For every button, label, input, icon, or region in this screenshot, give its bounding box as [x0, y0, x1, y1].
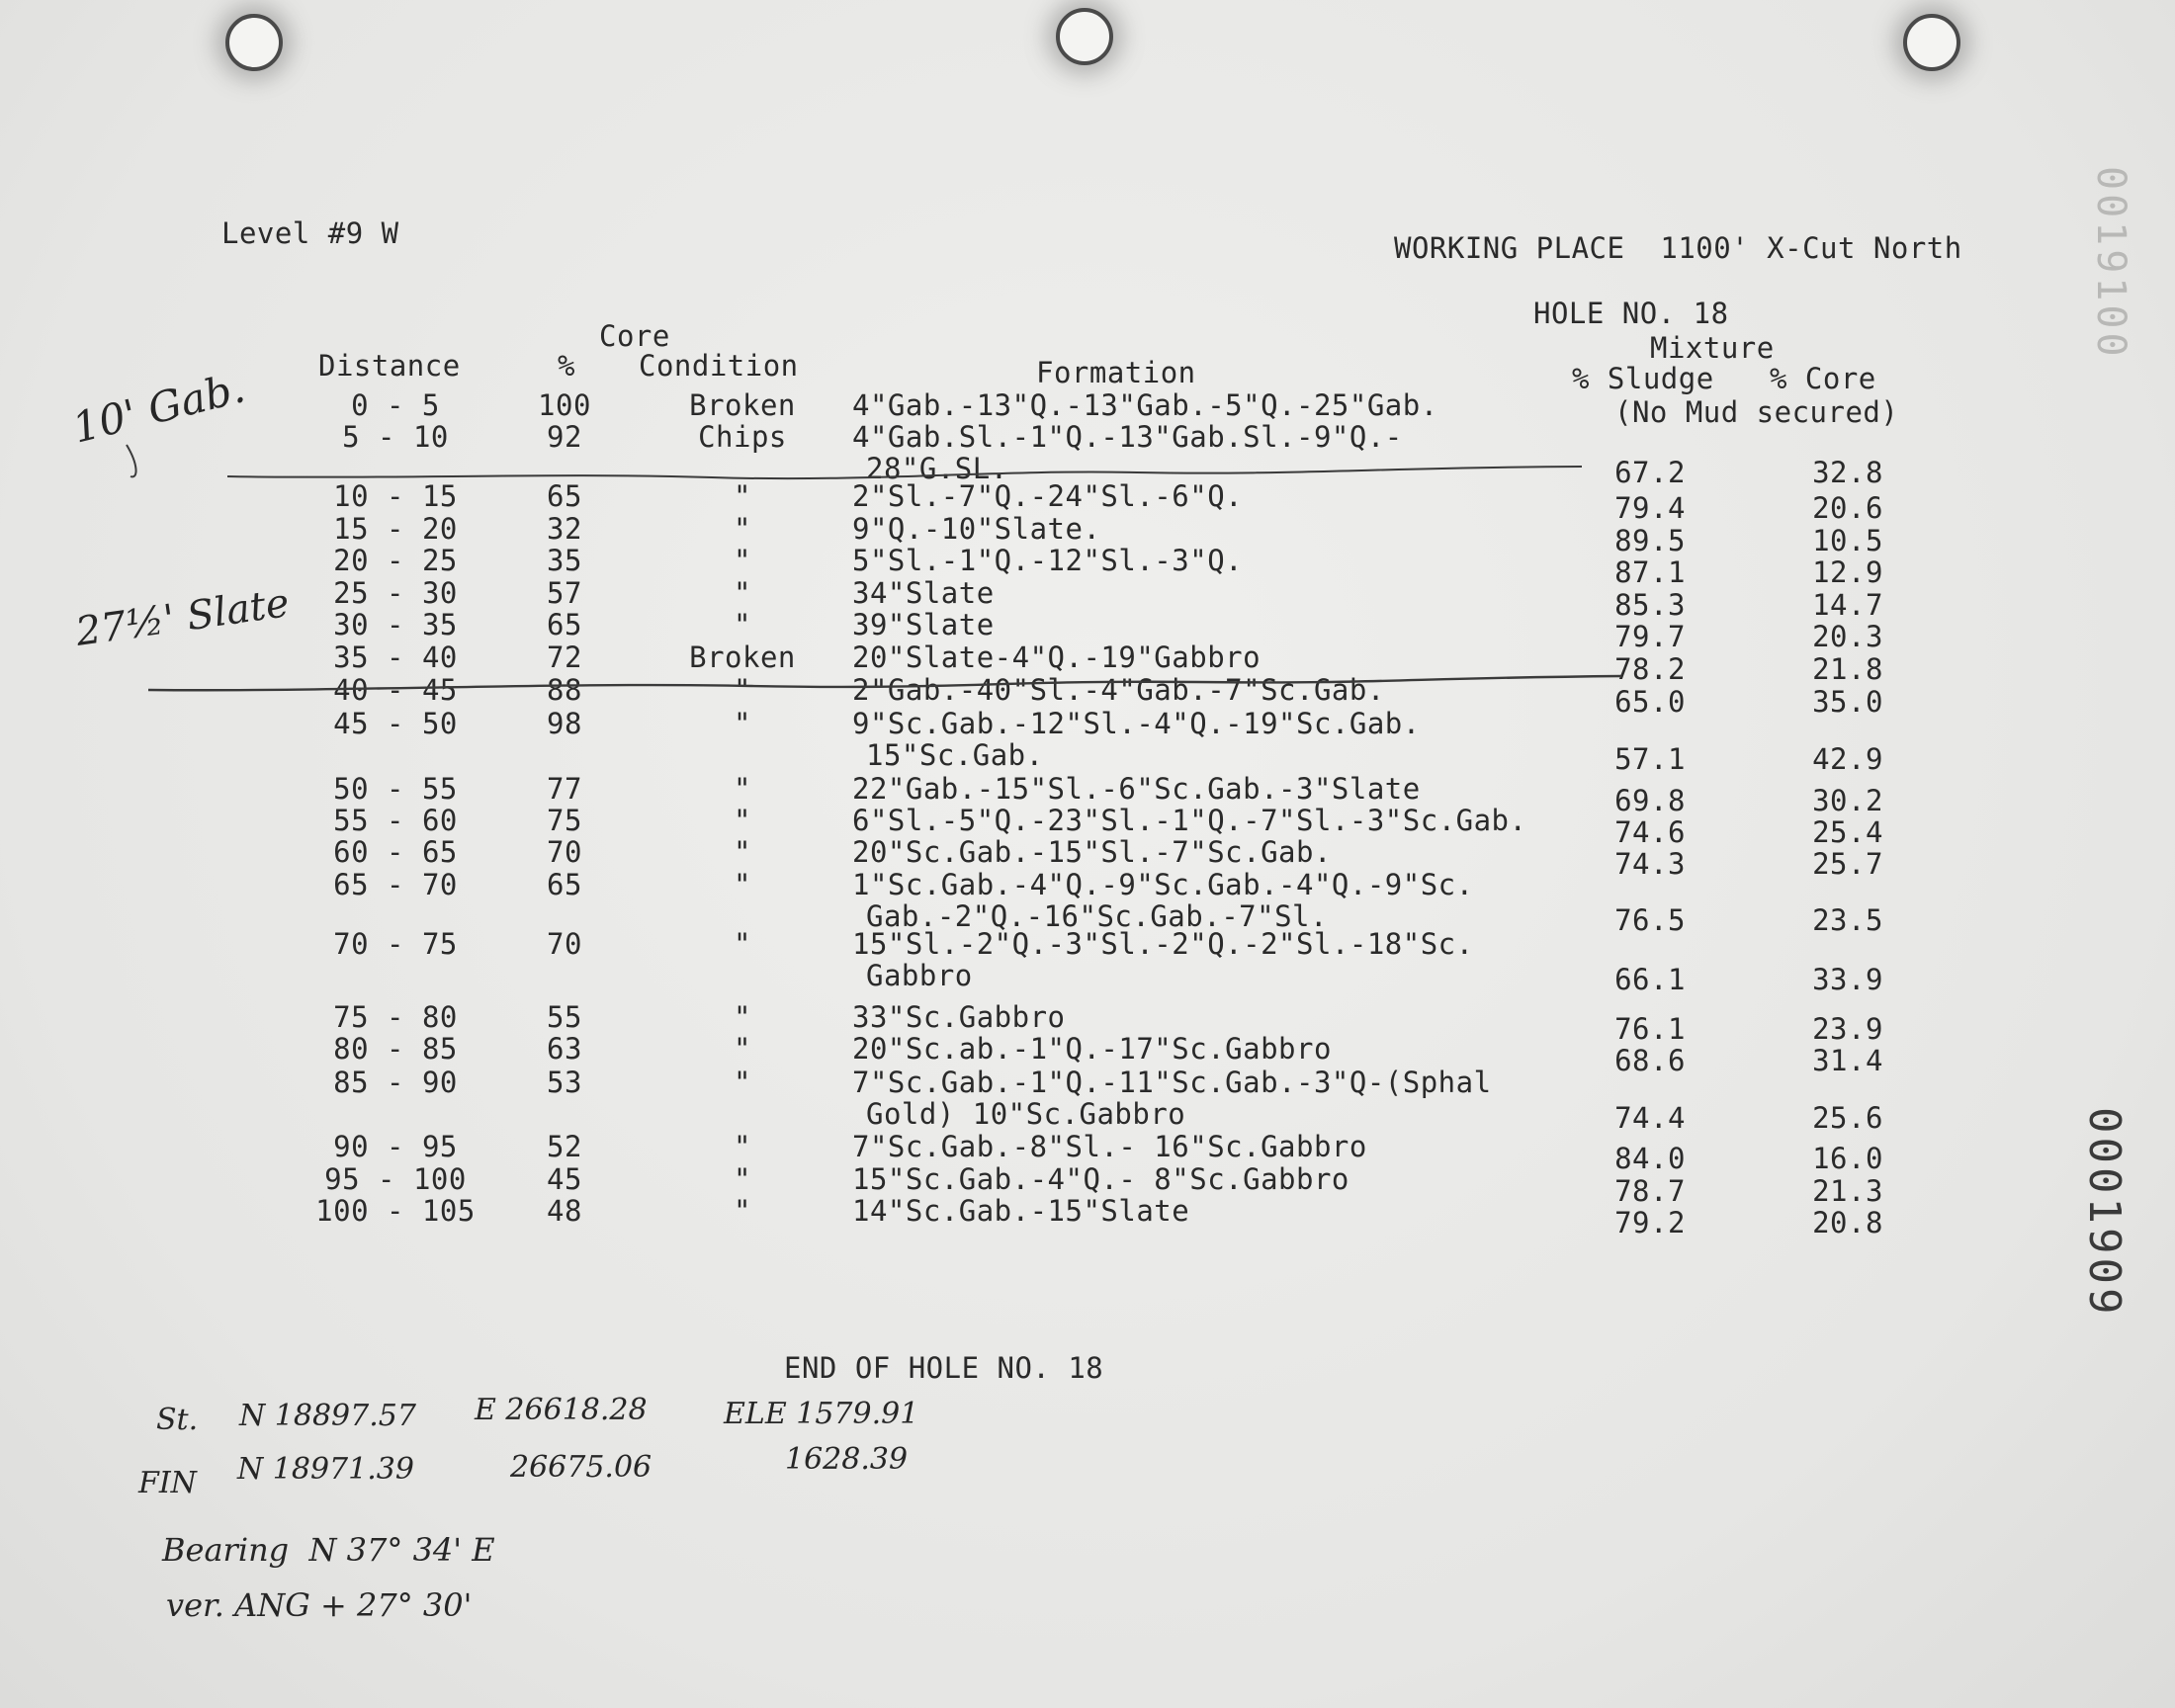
formation-header: Formation [1036, 356, 1196, 389]
core-mix-cell: 12.9 [1812, 555, 1883, 589]
finish-label: FIN [138, 1466, 197, 1500]
core-mix-cell: 10.5 [1812, 524, 1883, 557]
finish-northing: N 18971.39 [237, 1452, 414, 1487]
core-percent-cell: 53 [547, 1066, 582, 1099]
core-mix-cell: 25.6 [1812, 1101, 1883, 1135]
core-percent-cell: 100 [538, 388, 591, 422]
level-label: Level #9 W [221, 216, 399, 250]
core-mix-cell: 20.8 [1812, 1206, 1883, 1239]
core-mix-cell: 25.7 [1812, 847, 1883, 881]
no-mud-note: (No Mud secured) [1614, 395, 1899, 429]
condition-cell: " [734, 576, 751, 610]
core-mix-cell: 23.9 [1812, 1012, 1883, 1046]
distance-cell: 100 - 105 [315, 1194, 476, 1228]
core-percent-cell: 48 [547, 1194, 582, 1228]
core-percent-cell: 72 [547, 640, 582, 674]
formation-cell: 4"Gab.-13"Q.-13"Gab.-5"Q.-25"Gab. [852, 388, 1438, 422]
start-easting: E 26618.28 [475, 1393, 648, 1427]
sludge-cell: 67.2 [1614, 456, 1686, 489]
sludge-cell: 69.8 [1614, 784, 1686, 817]
condition-cell: " [734, 707, 751, 740]
sludge-cell: 84.0 [1614, 1142, 1686, 1175]
condition-cell: " [734, 927, 751, 961]
distance-cell: 85 - 90 [333, 1066, 458, 1099]
sludge-cell: 76.1 [1614, 1012, 1686, 1046]
formation-cell: 14"Sc.Gab.-15"Slate [852, 1194, 1190, 1228]
stamp-number-top: 0019100 [2088, 166, 2133, 361]
sludge-cell: 79.2 [1614, 1206, 1686, 1239]
core-mix-cell: 25.4 [1812, 815, 1883, 849]
condition-cell: " [734, 1194, 751, 1228]
distance-cell: 35 - 40 [333, 640, 458, 674]
core-mix-cell: 33.9 [1812, 963, 1883, 996]
sludge-cell: 89.5 [1614, 524, 1686, 557]
sludge-cell: 79.7 [1614, 620, 1686, 653]
margin-note-gab: 10' Gab. [67, 363, 250, 453]
distance-cell: 75 - 80 [333, 1000, 458, 1034]
formation-cell: 20"Sc.ab.-1"Q.-17"Sc.Gabbro [852, 1032, 1332, 1066]
start-elevation: ELE 1579.91 [724, 1397, 919, 1431]
core-percent-cell: 75 [547, 804, 582, 837]
condition-cell: Broken [689, 388, 796, 422]
core-mix-cell: 16.0 [1812, 1142, 1883, 1175]
start-northing: N 18897.57 [239, 1399, 416, 1433]
sludge-cell: 74.3 [1614, 847, 1686, 881]
core-percent-cell: 77 [547, 772, 582, 806]
distance-cell: 15 - 20 [333, 512, 458, 546]
core-percent-cell: 45 [547, 1162, 582, 1196]
sludge-cell: 66.1 [1614, 963, 1686, 996]
condition-cell: " [734, 868, 751, 901]
distance-cell: 5 - 10 [342, 420, 449, 454]
sludge-cell: 87.1 [1614, 555, 1686, 589]
end-of-hole: END OF HOLE NO. 18 [784, 1351, 1104, 1385]
sludge-cell: 76.5 [1614, 903, 1686, 937]
sludge-cell: 74.6 [1614, 815, 1686, 849]
distance-cell: 45 - 50 [333, 707, 458, 740]
condition-cell: " [734, 512, 751, 546]
bracket-mark [127, 445, 136, 476]
condition-cell: " [734, 673, 751, 707]
condition-cell: " [734, 1162, 751, 1196]
formation-continuation: Gab.-2"Q.-16"Sc.Gab.-7"Sl. [866, 899, 1328, 933]
condition-cell: " [734, 804, 751, 837]
distance-cell: 95 - 100 [324, 1162, 467, 1196]
formation-cell: 20"Sc.Gab.-15"Sl.-7"Sc.Gab. [852, 835, 1332, 869]
core-percent-cell: 32 [547, 512, 582, 546]
formation-cell: 9"Q.-10"Slate. [852, 512, 1101, 546]
formation-cell: 20"Slate-4"Q.-19"Gabbro [852, 640, 1262, 674]
condition-cell: " [734, 835, 751, 869]
vertical-angle-note: ver. ANG + 27° 30' [166, 1586, 473, 1624]
core-mix-cell: 31.4 [1812, 1044, 1883, 1077]
distance-cell: 55 - 60 [333, 804, 458, 837]
formation-cell: 15"Sl.-2"Q.-3"Sl.-2"Q.-2"Sl.-18"Sc. [852, 927, 1474, 961]
start-label: St. [156, 1403, 199, 1437]
formation-cell: 1"Sc.Gab.-4"Q.-9"Sc.Gab.-4"Q.-9"Sc. [852, 868, 1474, 901]
core-percent-cell: 70 [547, 927, 582, 961]
formation-cell: 39"Slate [852, 608, 995, 641]
hole-number: HOLE NO. 18 [1533, 297, 1729, 330]
core-mix-cell: 23.5 [1812, 903, 1883, 937]
sludge-cell: 74.4 [1614, 1101, 1686, 1135]
distance-cell: 90 - 95 [333, 1130, 458, 1163]
formation-cell: 2"Sl.-7"Q.-24"Sl.-6"Q. [852, 479, 1244, 513]
core-mix-cell: 32.8 [1812, 456, 1883, 489]
distance-header: Distance [318, 349, 461, 383]
formation-continuation: 28"G.SL. [866, 452, 1008, 485]
core-mix-cell: 30.2 [1812, 784, 1883, 817]
core-mix-cell: 35.0 [1812, 685, 1883, 719]
core-percent-cell: 88 [547, 673, 582, 707]
core-mix-cell: 20.3 [1812, 620, 1883, 653]
core-percent-header: % Core [1770, 362, 1876, 395]
core-percent-cell: 35 [547, 544, 582, 577]
condition-cell: Broken [689, 640, 796, 674]
finish-elevation: 1628.39 [785, 1442, 909, 1477]
sludge-cell: 68.6 [1614, 1044, 1686, 1077]
sludge-cell: 85.3 [1614, 588, 1686, 622]
condition-cell: " [734, 1130, 751, 1163]
distance-cell: 10 - 15 [333, 479, 458, 513]
bearing-note: Bearing N 37° 34' E [162, 1531, 495, 1569]
core-mix-cell: 14.7 [1812, 588, 1883, 622]
sludge-cell: 65.0 [1614, 685, 1686, 719]
margin-note-slate: 27½' Slate [72, 580, 293, 655]
distance-cell: 65 - 70 [333, 868, 458, 901]
distance-cell: 0 - 5 [351, 388, 440, 422]
core-percent-cell: 92 [547, 420, 582, 454]
condition-cell: " [734, 1032, 751, 1066]
distance-cell: 20 - 25 [333, 544, 458, 577]
core-mix-cell: 21.3 [1812, 1174, 1883, 1208]
core-percent-cell: 65 [547, 479, 582, 513]
distance-cell: 25 - 30 [333, 576, 458, 610]
core-header: Core [599, 319, 670, 353]
condition-cell: " [734, 544, 751, 577]
mixture-header: Mixture [1650, 331, 1775, 365]
condition-cell: Chips [698, 420, 787, 454]
distance-cell: 80 - 85 [333, 1032, 458, 1066]
core-percent-cell: 63 [547, 1032, 582, 1066]
condition-header: Condition [639, 349, 799, 383]
formation-cell: 4"Gab.Sl.-1"Q.-13"Gab.Sl.-9"Q.- [852, 420, 1403, 454]
formation-cell: 7"Sc.Gab.-8"Sl.- 16"Sc.Gabbro [852, 1130, 1367, 1163]
core-percent-cell: 55 [547, 1000, 582, 1034]
condition-cell: " [734, 479, 751, 513]
condition-cell: " [734, 608, 751, 641]
percent-header: % [558, 349, 575, 383]
distance-cell: 70 - 75 [333, 927, 458, 961]
formation-cell: 34"Slate [852, 576, 995, 610]
condition-cell: " [734, 772, 751, 806]
distance-cell: 60 - 65 [333, 835, 458, 869]
formation-cell: 15"Sc.Gab.-4"Q.- 8"Sc.Gabbro [852, 1162, 1349, 1196]
distance-cell: 50 - 55 [333, 772, 458, 806]
formation-cell: 22"Gab.-15"Sl.-6"Sc.Gab.-3"Slate [852, 772, 1421, 806]
core-percent-cell: 98 [547, 707, 582, 740]
core-mix-cell: 20.6 [1812, 491, 1883, 525]
condition-cell: " [734, 1066, 751, 1099]
condition-cell: " [734, 1000, 751, 1034]
formation-continuation: Gabbro [866, 959, 973, 992]
core-mix-cell: 42.9 [1812, 742, 1883, 776]
stamp-number-right: 0001909 [2079, 1107, 2130, 1319]
sludge-cell: 78.2 [1614, 652, 1686, 686]
core-percent-cell: 57 [547, 576, 582, 610]
formation-cell: 33"Sc.Gabbro [852, 1000, 1066, 1034]
distance-cell: 40 - 45 [333, 673, 458, 707]
working-place: WORKING PLACE 1100' X-Cut North [1394, 231, 1962, 265]
formation-cell: 5"Sl.-1"Q.-12"Sl.-3"Q. [852, 544, 1244, 577]
core-percent-cell: 70 [547, 835, 582, 869]
sludge-cell: 78.7 [1614, 1174, 1686, 1208]
formation-cell: 7"Sc.Gab.-1"Q.-11"Sc.Gab.-3"Q-(Sphal [852, 1066, 1492, 1099]
formation-cell: 6"Sl.-5"Q.-23"Sl.-1"Q.-7"Sl.-3"Sc.Gab. [852, 804, 1527, 837]
distance-cell: 30 - 35 [333, 608, 458, 641]
divider-line-gab [227, 467, 1582, 478]
core-percent-cell: 65 [547, 608, 582, 641]
sludge-header: % Sludge [1572, 362, 1714, 395]
formation-continuation: Gold) 10"Sc.Gabbro [866, 1097, 1186, 1131]
divider-line-slate [148, 676, 1621, 690]
sludge-cell: 57.1 [1614, 742, 1686, 776]
core-percent-cell: 65 [547, 868, 582, 901]
core-percent-cell: 52 [547, 1130, 582, 1163]
finish-easting: 26675.06 [510, 1450, 652, 1485]
formation-cell: 9"Sc.Gab.-12"Sl.-4"Q.-19"Sc.Gab. [852, 707, 1421, 740]
formation-continuation: 15"Sc.Gab. [866, 738, 1044, 772]
sludge-cell: 79.4 [1614, 491, 1686, 525]
formation-cell: 2"Gab.-40"Sl.-4"Gab.-7"Sc.Gab. [852, 673, 1385, 707]
core-mix-cell: 21.8 [1812, 652, 1883, 686]
